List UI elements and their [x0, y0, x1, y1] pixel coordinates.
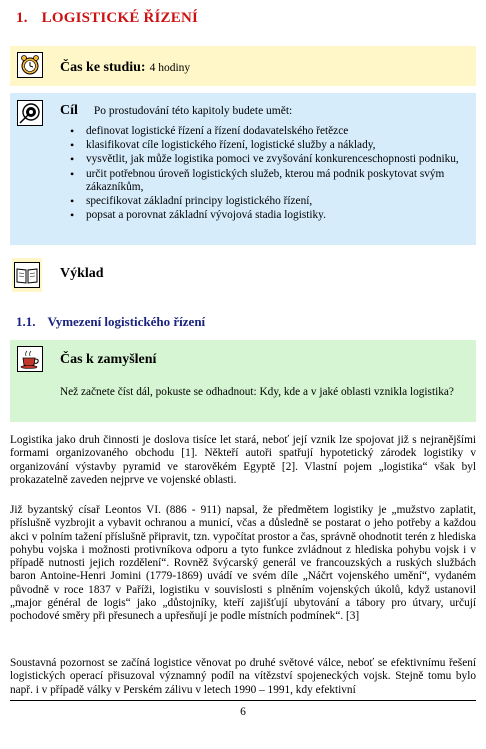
paragraph: Soustavná pozornost se začíná logistice věnovat po druhé světové válce, neboť se efektivnímu řešení logistických operací přisuzoval významný podíl na vítězství spojeneckých vojsk. Stejně tomu bylo např. i v případě války v Perském zálivu v letech 1990 – 1991, kdy efektivní — [10, 657, 476, 696]
page-number: 6 — [240, 706, 246, 718]
open-book-icon — [14, 262, 40, 288]
reflection-text: Než začnete číst dál, pokuste se odhadnout: Kdy, kde a v jaké oblasti vznikla logistika? — [60, 386, 454, 398]
explanation-label: Výklad — [60, 266, 104, 281]
goal-item: • vysvětlit, jak může logistika pomoci ve zvyšování konkurenceschopnosti podniku, — [70, 153, 470, 166]
study-time-label: Čas ke studiu: — [60, 60, 146, 75]
goal-item: • klasifikovat cíle logistického řízení, logistické služby a náklady, — [70, 139, 470, 152]
study-time-box — [10, 46, 476, 86]
goal-label: Cíl — [60, 103, 78, 118]
goal-item: • určit potřebnou úroveň logistických služeb, kterou má podnik poskytovat svým zákazníkům, — [70, 168, 470, 194]
chapter-heading — [16, 10, 198, 27]
paragraph: Již byzantský císař Leontos VI. (886 - 911) napsal, že předmětem logistiky je „mužstvo zaplatit, příslušně vyzbrojit a vybavit ochranou a municí, včas a důsledně se postarat o jeho potřeby a každou akci v polním tažení příslušně připravit, tzn. vypočítat prostor a čas, správně ohodnotit terén z hlediska pohybu vojska i možnosti protivníkova odporu a tyto funkce zvládnout z hlediska pohybu vojsk i v případě nutnosti jejich rozdělení“. Rovněž švýcarský generál ve francouzských a ruských službách baron Antoine-Henri Jomini (1779-1869) uvádí ve svém díle „Náčrt vojenského umění“, vydaném původně v roce 1837 v Paříži, logistiku v souvislosti s plněním vojenských úkolů, když ustanovil „major général de logis“ jako „důstojníky, kteří zajišťují ubytování a tábory pro útvary, určují pochodové směry při přesunech a upřesňují je podle místních podmínek“. [3] — [10, 504, 476, 623]
goal-box — [10, 93, 476, 245]
chapter-number: 1. — [16, 10, 28, 26]
section-heading — [16, 314, 205, 330]
goal-list — [70, 125, 470, 223]
explanation-icon-bg — [12, 258, 42, 292]
goal-intro: Po prostudování této kapitoly budete umět: — [93, 105, 293, 117]
section-number: 1.1. — [16, 314, 36, 329]
target-icon — [17, 100, 43, 126]
reflection-label: Čas k zamyšlení — [60, 352, 157, 367]
goal-heading — [60, 101, 292, 119]
paragraph: Logistika jako druh činnosti je doslova tisíce let stará, neboť její vznik lze spojovat již s nejranějšími formami organizovaného obchodu [1]. Někteří autoři spatřují hypotetický zárodek logistiky v organizování výstavby pyramid ve starověkém Egyptě [2]. Vlastní pojem „logistika“ však byl prokazatelně zaveden nejprve ve vojenské oblasti. — [10, 434, 476, 486]
study-time-value: 4 hodiny — [149, 62, 191, 74]
coffee-cup-icon — [17, 346, 43, 372]
alarm-clock-icon — [17, 52, 43, 78]
footer-rule — [10, 700, 476, 701]
study-time-line — [60, 58, 190, 76]
reflection-box — [10, 340, 476, 422]
section-title: Vymezení logistického řízení — [47, 314, 206, 329]
goal-item: • definovat logistické řízení a řízení dodavatelského řetězce — [70, 125, 470, 138]
goal-item: • specifikovat základní principy logistického řízení, — [70, 195, 470, 208]
chapter-title: LOGISTICKÉ ŘÍZENÍ — [41, 10, 199, 26]
goal-item: • popsat a porovnat základní vývojová stadia logistiky. — [70, 209, 470, 222]
